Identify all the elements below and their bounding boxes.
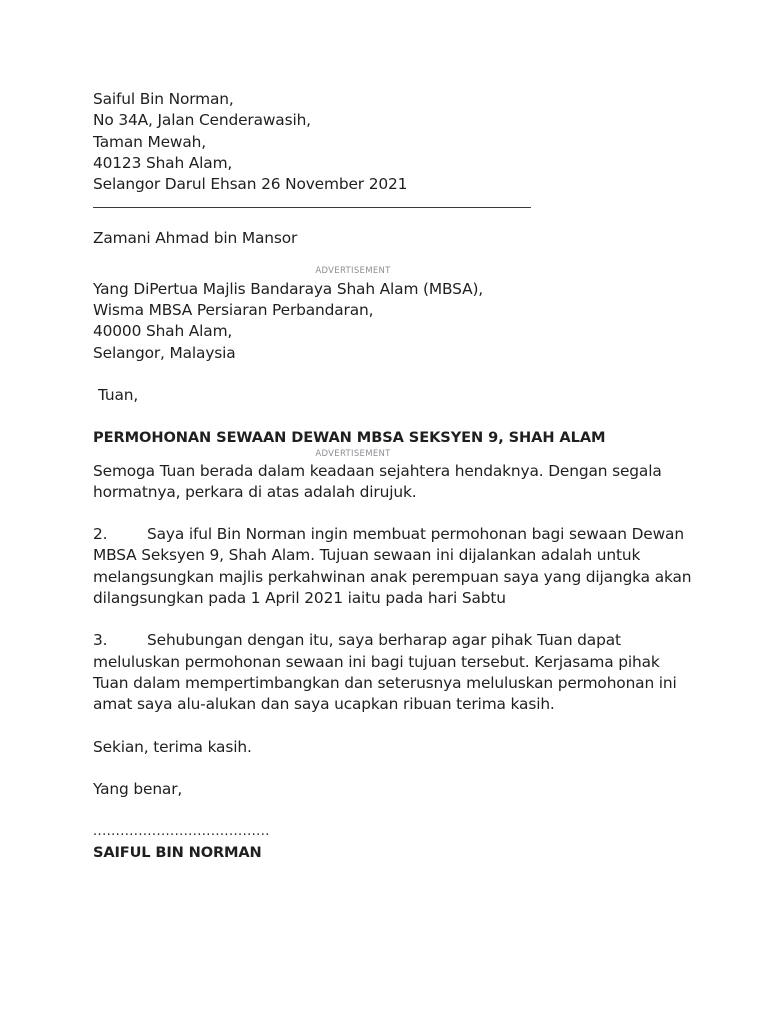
letter-subject: PERMOHONAN SEWAAN DEWAN MBSA SEKSYEN 9, SHAH ALAM	[93, 429, 606, 447]
addressee-block	[93, 279, 713, 364]
salutation: Tuan,	[98, 385, 139, 404]
paragraph-1	[93, 461, 713, 504]
addressee-line-1: Yang DiPertua Majlis Bandaraya Shah Alam (MBSA),	[93, 279, 484, 298]
sender-block	[93, 89, 713, 195]
signer-name: SAIFUL BIN NORMAN	[93, 844, 262, 862]
paragraph-2-text: Saya iful Bin Norman ingin membuat permohonan bagi sewaan Dewan	[147, 525, 684, 544]
sender-address-line-1: No 34A, Jalan Cenderawasih,	[93, 111, 311, 130]
signature-line: .......................................	[93, 824, 270, 840]
separator-line	[93, 207, 531, 208]
paragraph-3-line: meluluskan permohonan sewaan ini bagi tujuan tersebut. Kerjasama pihak	[93, 652, 660, 671]
advertisement-label: ADVERTISEMENT	[315, 265, 391, 276]
paragraph-2-line	[93, 524, 713, 545]
addressee-line-2: Wisma MBSA Persiaran Perbandaran,	[93, 301, 374, 320]
paragraph-2-number: 2.	[93, 525, 108, 544]
advertisement-label: ADVERTISEMENT	[315, 448, 391, 459]
paragraph-3-line	[93, 630, 713, 651]
sender-address-line-2: Taman Mewah,	[93, 132, 206, 151]
sign-off: Yang benar,	[93, 779, 183, 798]
sender-name: Saiful Bin Norman,	[93, 90, 234, 108]
paragraph-1-line: hormatnya, perkara di atas adalah dirujuk.	[93, 482, 417, 501]
letter-page	[93, 89, 713, 864]
paragraph-2-line: MBSA Seksyen 9, Shah Alam. Tujuan sewaan ini dijalankan adalah untuk	[93, 546, 641, 565]
paragraph-3	[93, 630, 713, 715]
paragraph-3-number: 3.	[93, 631, 108, 650]
paragraph-3-line: Tuan dalam mempertimbangkan dan seterusnya meluluskan permohonan ini	[93, 673, 677, 692]
paragraph-2-line: dilangsungkan pada 1 April 2021 iaitu pada hari Sabtu	[93, 589, 506, 608]
paragraph-1-line: Semoga Tuan berada dalam keadaan sejahtera hendaknya. Dengan segala	[93, 461, 662, 480]
addressee-line-4: Selangor, Malaysia	[93, 343, 236, 362]
addressee-line-3: 40000 Shah Alam,	[93, 322, 233, 341]
sender-address-line-4-with-date: Selangor Darul Ehsan 26 November 2021	[93, 175, 408, 194]
paragraph-2-line: melangsungkan majlis perkahwinan anak perempuan saya yang dijangka akan	[93, 567, 692, 586]
closing-thanks: Sekian, terima kasih.	[93, 737, 252, 756]
paragraph-3-text: Sehubungan dengan itu, saya berharap agar pihak Tuan dapat	[147, 631, 621, 650]
paragraph-2	[93, 524, 713, 609]
paragraph-3-line: amat saya alu-alukan dan saya ucapkan ribuan terima kasih.	[93, 695, 555, 714]
recipient-name: Zamani Ahmad bin Mansor	[93, 229, 298, 248]
sender-address-line-3: 40123 Shah Alam,	[93, 153, 233, 172]
